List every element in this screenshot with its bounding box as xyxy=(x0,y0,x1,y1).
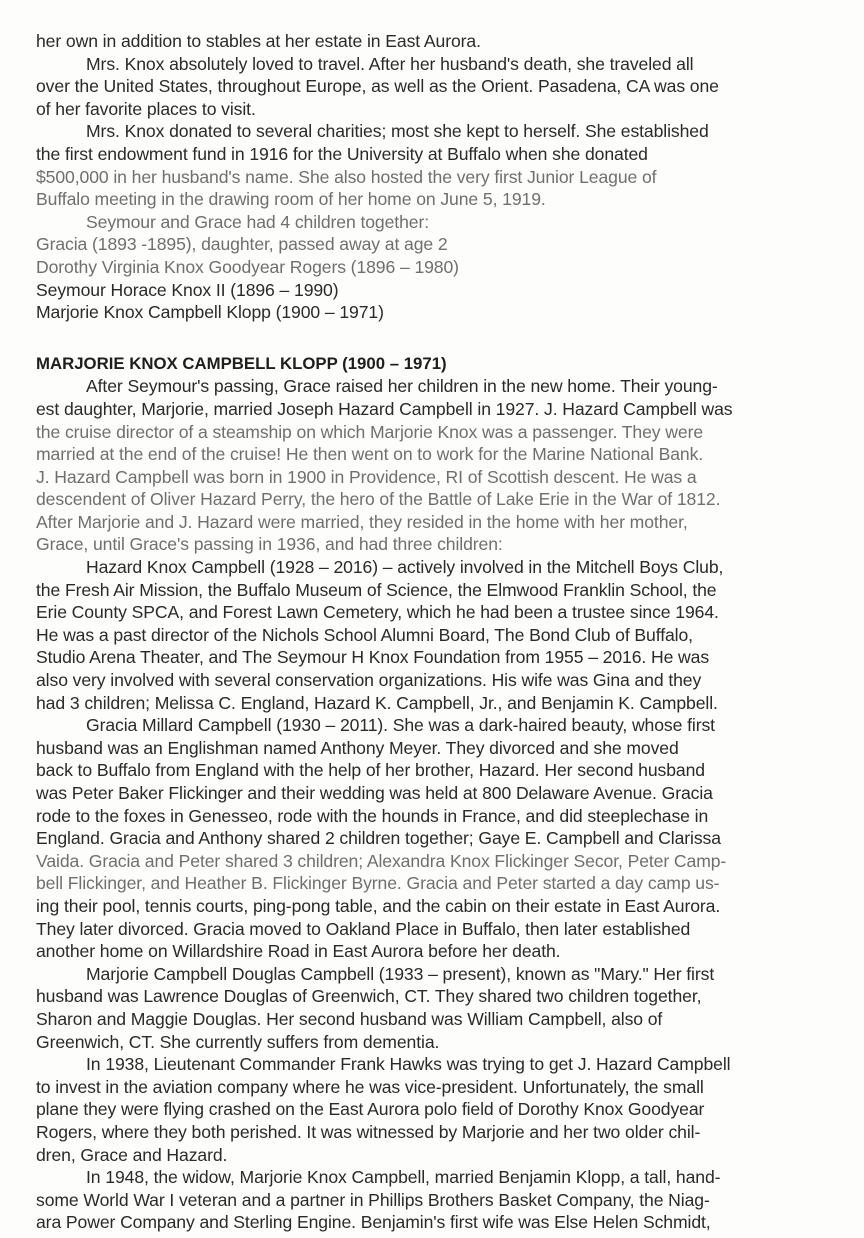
paragraph-line: was Peter Baker Flickinger and their wedding was held at 800 Delaware Avenue. Gracia xyxy=(36,783,713,803)
paragraph-line: In 1948, the widow, Marjorie Knox Campbell, married Benjamin Klopp, a tall, hand- xyxy=(86,1167,721,1188)
children-intro: Seymour and Grace had 4 children together: xyxy=(86,211,429,232)
paragraph-line: In 1938, Lieutenant Commander Frank Hawks was trying to get J. Hazard Campbell xyxy=(86,1054,731,1075)
paragraph-line: dren, Grace and Hazard. xyxy=(36,1144,228,1165)
children-list xyxy=(36,233,826,323)
paragraph-line: Buffalo meeting in the drawing room of her home on June 5, 1919. xyxy=(36,189,546,210)
paragraph-line: of her favorite places to visit. xyxy=(36,98,256,119)
paragraph-line: J. Hazard Campbell was born in 1900 in Providence, RI of Scottish descent. He was a xyxy=(36,466,697,487)
paragraph-line: Marjorie Campbell Douglas Campbell (1933 – present), known as "Mary." Her first xyxy=(86,963,715,984)
paragraph-line: husband was an Englishman named Anthony Meyer. They divorced and she moved xyxy=(36,737,679,758)
list-item: Marjorie Knox Campbell Klopp (1900 – 1971) xyxy=(36,302,384,323)
paragraph-line: another home on Willardshire Road in East Aurora before her death. xyxy=(36,941,561,962)
paragraph-line: Studio Arena Theater, and The Seymour H Knox Foundation from 1955 – 2016. He was xyxy=(36,647,710,668)
list-item: Gracia (1893 -1895), daughter, passed away at age 2 xyxy=(36,234,448,255)
paragraph-line: plane they were flying crashed on the East Aurora polo field of Dorothy Knox Goodyear xyxy=(36,1099,705,1120)
section-heading: MARJORIE KNOX CAMPBELL KLOPP (1900 – 1971) xyxy=(36,353,447,373)
paragraph-line: ara Power Company and Sterling Engine. Benjamin's first wife was Else Helen Schmidt, xyxy=(36,1212,711,1233)
paragraph-line: the first endowment fund in 1916 for the University at Buffalo when she donated xyxy=(36,143,648,164)
paragraph-line: to invest in the aviation company where he was vice-president. Unfortunately, the small xyxy=(36,1076,704,1097)
paragraph-line: Erie County SPCA, and Forest Lawn Cemetery, which he had been a trustee since 1964. xyxy=(36,602,719,623)
paragraph-line: Hazard Knox Campbell (1928 – 2016) – actively involved in the Mitchell Boys Club, xyxy=(86,557,724,578)
paragraph-line: Gracia Millard Campbell (1930 – 2011). She was a dark-haired beauty, whose first xyxy=(86,715,715,736)
paragraph-line: bell Flickinger, and Heather B. Flickinger Byrne. Gracia and Peter started a day camp us- xyxy=(36,873,720,894)
paragraph-line: the cruise director of a steamship on which Marjorie Knox was a passenger. They were xyxy=(36,421,704,442)
paragraph-line: Greenwich, CT. She currently suffers from dementia. xyxy=(36,1031,440,1052)
paragraph-line: est daughter, Marjorie, married Joseph Hazard Campbell in 1927. J. Hazard Campbell was xyxy=(36,398,733,419)
paragraph-line: ing their pool, tennis courts, ping-pong table, and the cabin on their estate in East Aurora. xyxy=(36,895,721,916)
paragraph-line: After Marjorie and J. Hazard were married, they resided in the home with her mother, xyxy=(36,511,688,532)
paragraph-line: He was a past director of the Nichols School Alumni Board, The Bond Club of Buffalo, xyxy=(36,624,693,645)
paragraph-line: had 3 children; Melissa C. England, Hazard K. Campbell, Jr., and Benjamin K. Campbell. xyxy=(36,692,718,713)
continuation-line: her own in addition to stables at her estate in East Aurora. xyxy=(36,31,481,51)
paragraph-line: Sharon and Maggie Douglas. Her second husband was William Campbell, also of xyxy=(36,1008,663,1029)
list-item: Seymour Horace Knox II (1896 – 1990) xyxy=(36,279,339,300)
paragraph-line: They later divorced. Gracia moved to Oakland Place in Buffalo, then later established xyxy=(36,918,691,939)
paragraph-line: back to Buffalo from England with the help of her brother, Hazard. Her second husband xyxy=(36,760,705,781)
paragraph-line: married at the end of the cruise! He then went on to work for the Marine National Bank. xyxy=(36,444,704,465)
paragraph-line: husband was Lawrence Douglas of Greenwich, CT. They shared two children together, xyxy=(36,986,702,1007)
paragraph-line: rode to the foxes in Genesseo, rode with the hounds in France, and did steeplechase in xyxy=(36,805,709,826)
paragraph-line: over the United States, throughout Europe, as well as the Orient. Pasadena, CA was one xyxy=(36,76,719,97)
paragraph-line: descendent of Oliver Hazard Perry, the hero of the Battle of Lake Erie in the War of 1812. xyxy=(36,489,721,510)
paragraph-line: the Fresh Air Mission, the Buffalo Museum of Science, the Elmwood Franklin School, the xyxy=(36,579,717,600)
paragraph-line: also very involved with several conservation organizations. His wife was Gina and they xyxy=(36,670,702,691)
document-page xyxy=(36,30,826,1234)
paragraph-line: Rogers, where they both perished. It was witnessed by Marjorie and her two older chil- xyxy=(36,1121,701,1142)
paragraph-line: England. Gracia and Anthony shared 2 children together; Gaye E. Campbell and Clarissa xyxy=(36,828,721,849)
paragraph-line: Vaida. Gracia and Peter shared 3 children; Alexandra Knox Flickinger Secor, Peter Camp- xyxy=(36,850,727,871)
paragraph-line: $500,000 in her husband's name. She also hosted the very first Junior League of xyxy=(36,166,657,187)
list-item: Dorothy Virginia Knox Goodyear Rogers (1896 – 1980) xyxy=(36,256,459,277)
paragraph-line: some World War I veteran and a partner in Phillips Brothers Basket Company, the Niag- xyxy=(36,1189,710,1210)
paragraph-line: Mrs. Knox absolutely loved to travel. After her husband's death, she traveled all xyxy=(86,53,694,74)
paragraph-line: Mrs. Knox donated to several charities; most she kept to herself. She established xyxy=(86,121,709,142)
paragraph-line: After Seymour's passing, Grace raised her children in the new home. Their young- xyxy=(86,376,718,397)
paragraph-line: Grace, until Grace's passing in 1936, and had three children: xyxy=(36,534,503,555)
